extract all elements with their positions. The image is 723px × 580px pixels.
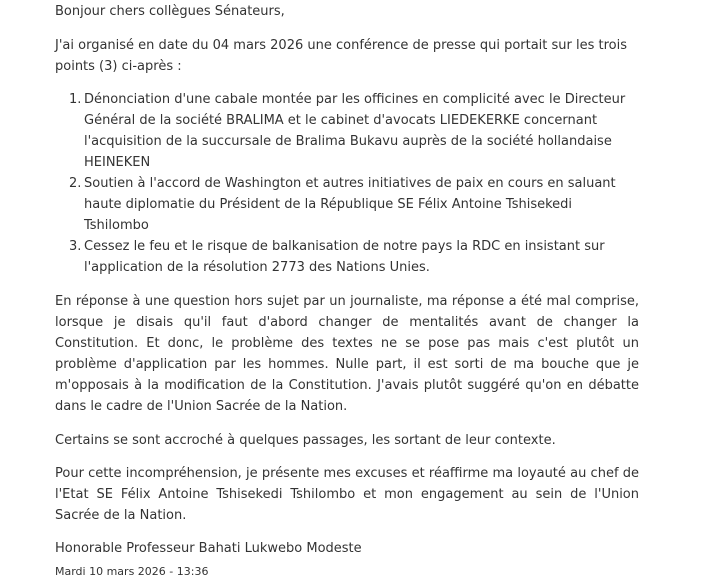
list-item-number: 1. (69, 92, 82, 107)
points-list (55, 89, 639, 278)
apology-paragraph: Pour cette incompréhension, je présente mes excuses et réaffirme ma loyauté au chef de l'Etat SE Félix Antoine Tshisekedi Tshilombo et mon engagement au sein de l'Union Sacrée de la Nation. (55, 466, 639, 523)
intro-paragraph: J'ai organisé en date du 04 mars 2026 une conférence de presse qui portait sur les trois points (3) ci-après : (55, 38, 628, 74)
context-paragraph: Certains se sont accroché à quelques passages, les sortant de leur contexte. (55, 433, 556, 448)
response-paragraph: En réponse à une question hors sujet par un journaliste, ma réponse a été mal comprise, lorsque je disais qu'il faut d'abord changer de mentalités avant de changer la Constitution. Et donc, le problème des textes ne se pose pas mais c'est plutôt un problème d'application par les hommes. Nulle part, il est sorti de ma bouche que je m'opposais à la modification de la Constitution. J'avais plutôt suggéré qu'on en débatte dans le cadre de l'Union Sacrée de la Nation. (55, 294, 639, 414)
list-item-text: Dénonciation d'une cabale montée par les officines en complicité avec le Directeur Général de la société BRALIMA et le cabinet d'avocats LIEDEKERKE concernant l'acquisition de la succursale de Bralima Bukavu auprès de la société hollandaise HEINEKEN (84, 92, 626, 170)
publication-date: Mardi 10 mars 2026 - 13:36 (55, 565, 209, 578)
list-item (55, 236, 639, 278)
list-item-text: Soutien à l'accord de Washington et autres initiatives de paix en cours en saluant haute diplomatie du Président de la République SE Félix Antoine Tshisekedi Tshilombo (84, 176, 616, 233)
list-item (55, 173, 639, 236)
list-item-number: 3. (69, 239, 82, 254)
list-item (55, 89, 639, 173)
list-item-text: Cessez le feu et le risque de balkanisation de notre pays la RDC en insistant sur l'application de la résolution 2773 des Nations Unies. (84, 239, 605, 275)
greeting: Bonjour chers collègues Sénateurs, (55, 4, 285, 19)
list-item-number: 2. (69, 176, 82, 191)
signature: Honorable Professeur Bahati Lukwebo Modeste (55, 541, 362, 556)
article-body (55, 0, 639, 580)
